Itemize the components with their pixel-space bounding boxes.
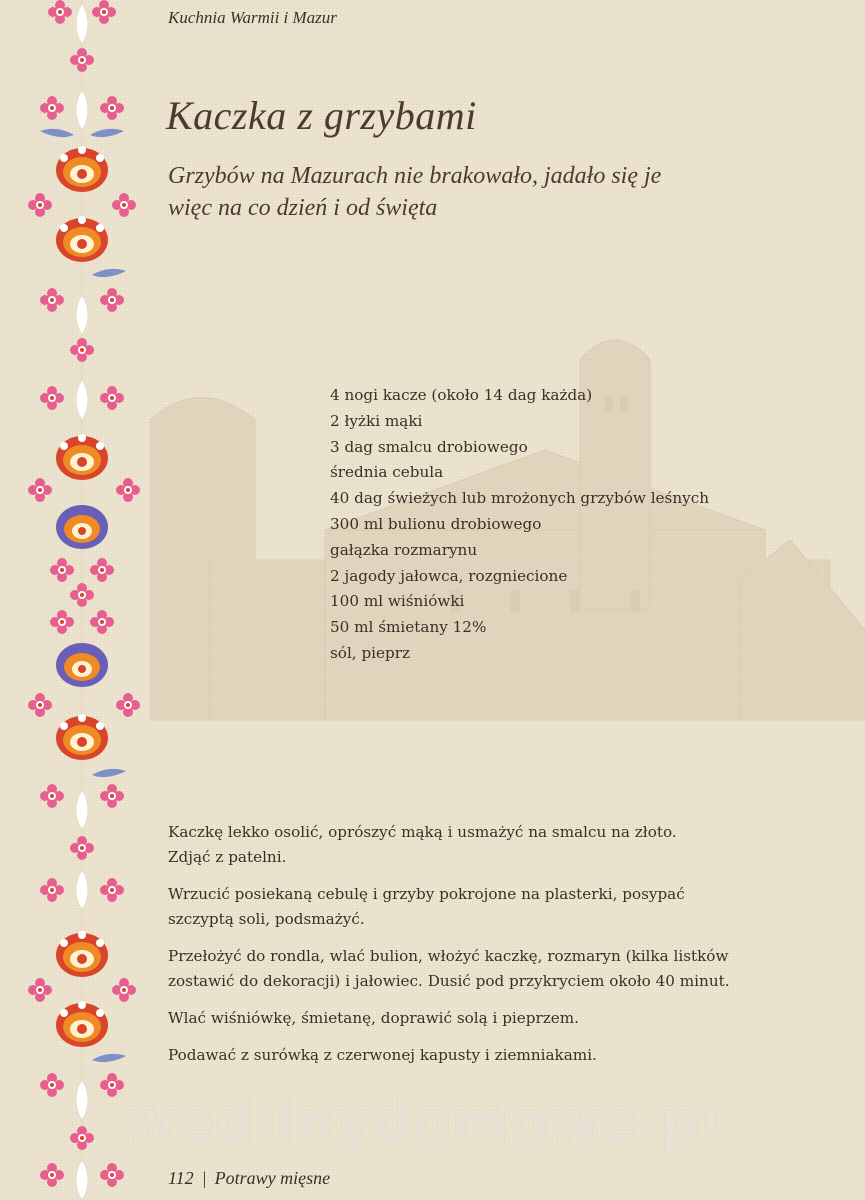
- ingredient-item: sól, pieprz: [330, 643, 411, 662]
- ingredient-item: 300 ml bulionu drobiowego: [330, 514, 542, 533]
- step-paragraph: Kaczkę lekko osolić, oprószyć mąką i usmażyć na smalcu na złoto. Zdjąć z patelni.: [168, 823, 677, 866]
- ingredient-item: gałązka rozmarynu: [330, 540, 478, 559]
- ingredient-item: 2 łyżki mąki: [330, 411, 423, 430]
- step-paragraph: Podawać z surówką z czerwonej kapusty i ziemniakami.: [168, 1046, 597, 1064]
- section-name: Potrawy mięsne: [214, 1168, 331, 1188]
- ingredient-item: 3 dag smalcu drobiowego: [330, 437, 528, 456]
- page-footer: [168, 1168, 330, 1189]
- book-title: Kuchnia Warmii i Mazur: [168, 8, 337, 27]
- page-number: 112: [168, 1168, 194, 1188]
- step-paragraph: Wlać wiśniówkę, śmietanę, doprawić solą i pieprzem.: [168, 1009, 579, 1027]
- recipe-subtitle: Grzybów na Mazurach nie brakowało, jadało się je więc na co dzień i od święta: [168, 163, 662, 221]
- footer-separator: |: [201, 1168, 207, 1188]
- ingredient-item: średnia cebula: [330, 463, 444, 482]
- step-paragraph: Wrzucić posiekaną cebulę i grzyby pokrojone na plasterki, posypać szczyptą soli, podsmażyć.: [168, 885, 685, 928]
- ingredient-item: 40 dag świeżych lub mrożonych grzybów leśnych: [330, 489, 709, 508]
- watermark: wedlinydomowe.pl: [125, 1090, 721, 1154]
- preparation-steps: [168, 820, 848, 1080]
- ingredient-item: 50 ml śmietany 12%: [330, 618, 487, 637]
- step-paragraph: Przełożyć do rondla, wlać bulion, włożyć kaczkę, rozmaryn (kilka listków zostawić do dekoracji) i jałowiec. Dusić pod przykryciem około 40 minut.: [168, 947, 730, 990]
- ingredient-list: [330, 383, 709, 667]
- ingredient-item: 2 jagody jałowca, rozgniecione: [330, 566, 568, 585]
- folk-floral-ornament-icon: [20, 0, 150, 1200]
- recipe-title: Kaczka z grzybami: [166, 93, 477, 138]
- ingredient-item: 100 ml wiśniówki: [330, 592, 465, 611]
- ingredient-item: 4 nogi kacze (około 14 dag każda): [330, 386, 593, 404]
